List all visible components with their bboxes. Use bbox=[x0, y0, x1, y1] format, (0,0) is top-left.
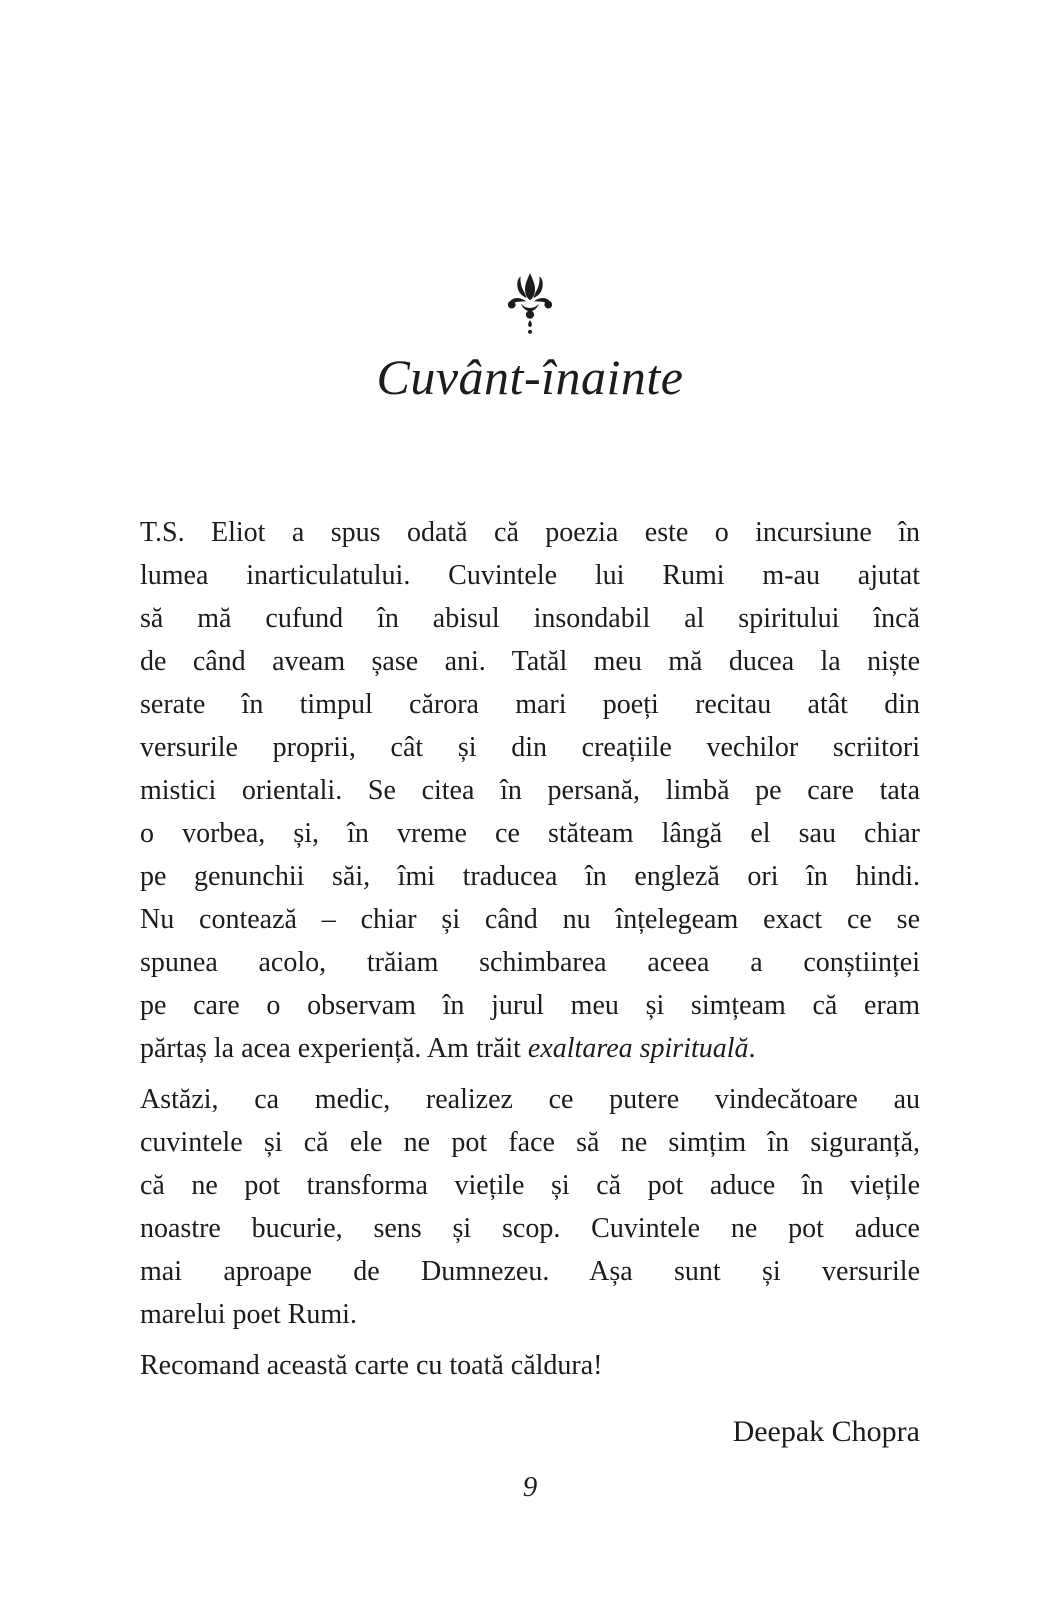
text-line bbox=[140, 683, 920, 726]
text-line bbox=[140, 1164, 920, 1207]
text-line bbox=[140, 984, 920, 1027]
text-line bbox=[140, 554, 920, 597]
text-segment: Astăzi, ca medic, realizez ce putere vindecătoare au bbox=[140, 1084, 920, 1115]
text-line bbox=[140, 1121, 920, 1164]
text-line bbox=[140, 812, 920, 855]
text-segment: pe genunchii săi, îmi traducea în engleză ori în hindi. bbox=[140, 861, 920, 892]
text-line bbox=[140, 640, 920, 683]
text-segment: o vorbea, și, în vreme ce stăteam lângă el sau chiar bbox=[140, 818, 920, 849]
text-segment: noastre bucurie, sens și scop. Cuvintele ne pot aduce bbox=[140, 1213, 920, 1244]
text-segment: Recomand această carte cu toată căldura! bbox=[140, 1350, 603, 1381]
text-segment: că ne pot transforma viețile și că pot aduce în viețile bbox=[140, 1170, 920, 1201]
text-segment: cuvintele și că ele ne pot face să ne simțim în siguranță, bbox=[140, 1127, 920, 1158]
text-segment: marelui poet Rumi. bbox=[140, 1299, 357, 1330]
text-segment: T.S. Eliot a spus odată că poezia este o incursiune în bbox=[140, 517, 920, 548]
text-segment: mai aproape de Dumnezeu. Așa sunt și versurile bbox=[140, 1256, 920, 1287]
text-line bbox=[140, 597, 920, 640]
text-line bbox=[140, 769, 920, 812]
text-segment: pe care o observam în jurul meu și simțeam că eram bbox=[140, 990, 920, 1021]
text-segment: să mă cufund în abisul insondabil al spiritului încă bbox=[140, 603, 920, 634]
chapter-title: Cuvânt-înainte bbox=[376, 349, 684, 405]
text-line bbox=[140, 1250, 920, 1293]
italic-text-segment: exaltarea spirituală bbox=[527, 1033, 749, 1064]
text-line bbox=[140, 898, 920, 941]
text-line bbox=[140, 1207, 920, 1250]
text-line bbox=[140, 1293, 920, 1336]
text-segment: Nu contează – chiar și când nu înțelegeam exact ce se bbox=[140, 904, 920, 935]
text-segment: . bbox=[748, 1033, 756, 1064]
text-line bbox=[140, 511, 920, 554]
page-number: 9 bbox=[522, 1471, 538, 1503]
body-text bbox=[140, 511, 920, 1387]
paragraph bbox=[140, 1078, 920, 1336]
author-signature: Deepak Chopra bbox=[732, 1415, 920, 1448]
text-line bbox=[140, 1027, 920, 1070]
text-segment: lumea inarticulatului. Cuvintele lui Rumi m-au ajutat bbox=[140, 560, 920, 591]
text-segment: spunea acolo, trăiam schimbarea aceea a conștiinței bbox=[140, 947, 920, 978]
paragraph bbox=[140, 511, 920, 1070]
text-segment: părtaș la acea experiență. Am trăit bbox=[140, 1033, 528, 1064]
text-line bbox=[140, 855, 920, 898]
text-segment: versurile proprii, cât și din creațiile vechilor scriitori bbox=[140, 732, 920, 763]
text-line bbox=[140, 1078, 920, 1121]
text-line bbox=[140, 726, 920, 769]
text-line bbox=[140, 941, 920, 984]
fleuron-ornament-icon bbox=[140, 272, 920, 334]
text-segment: serate în timpul cărora mari poeți recitau atât din bbox=[140, 689, 920, 720]
text-line bbox=[140, 1344, 920, 1387]
text-segment: mistici orientali. Se citea în persană, limbă pe care tata bbox=[140, 775, 920, 806]
text-segment: de când aveam șase ani. Tatăl meu mă ducea la niște bbox=[140, 646, 920, 677]
paragraph bbox=[140, 1344, 920, 1387]
